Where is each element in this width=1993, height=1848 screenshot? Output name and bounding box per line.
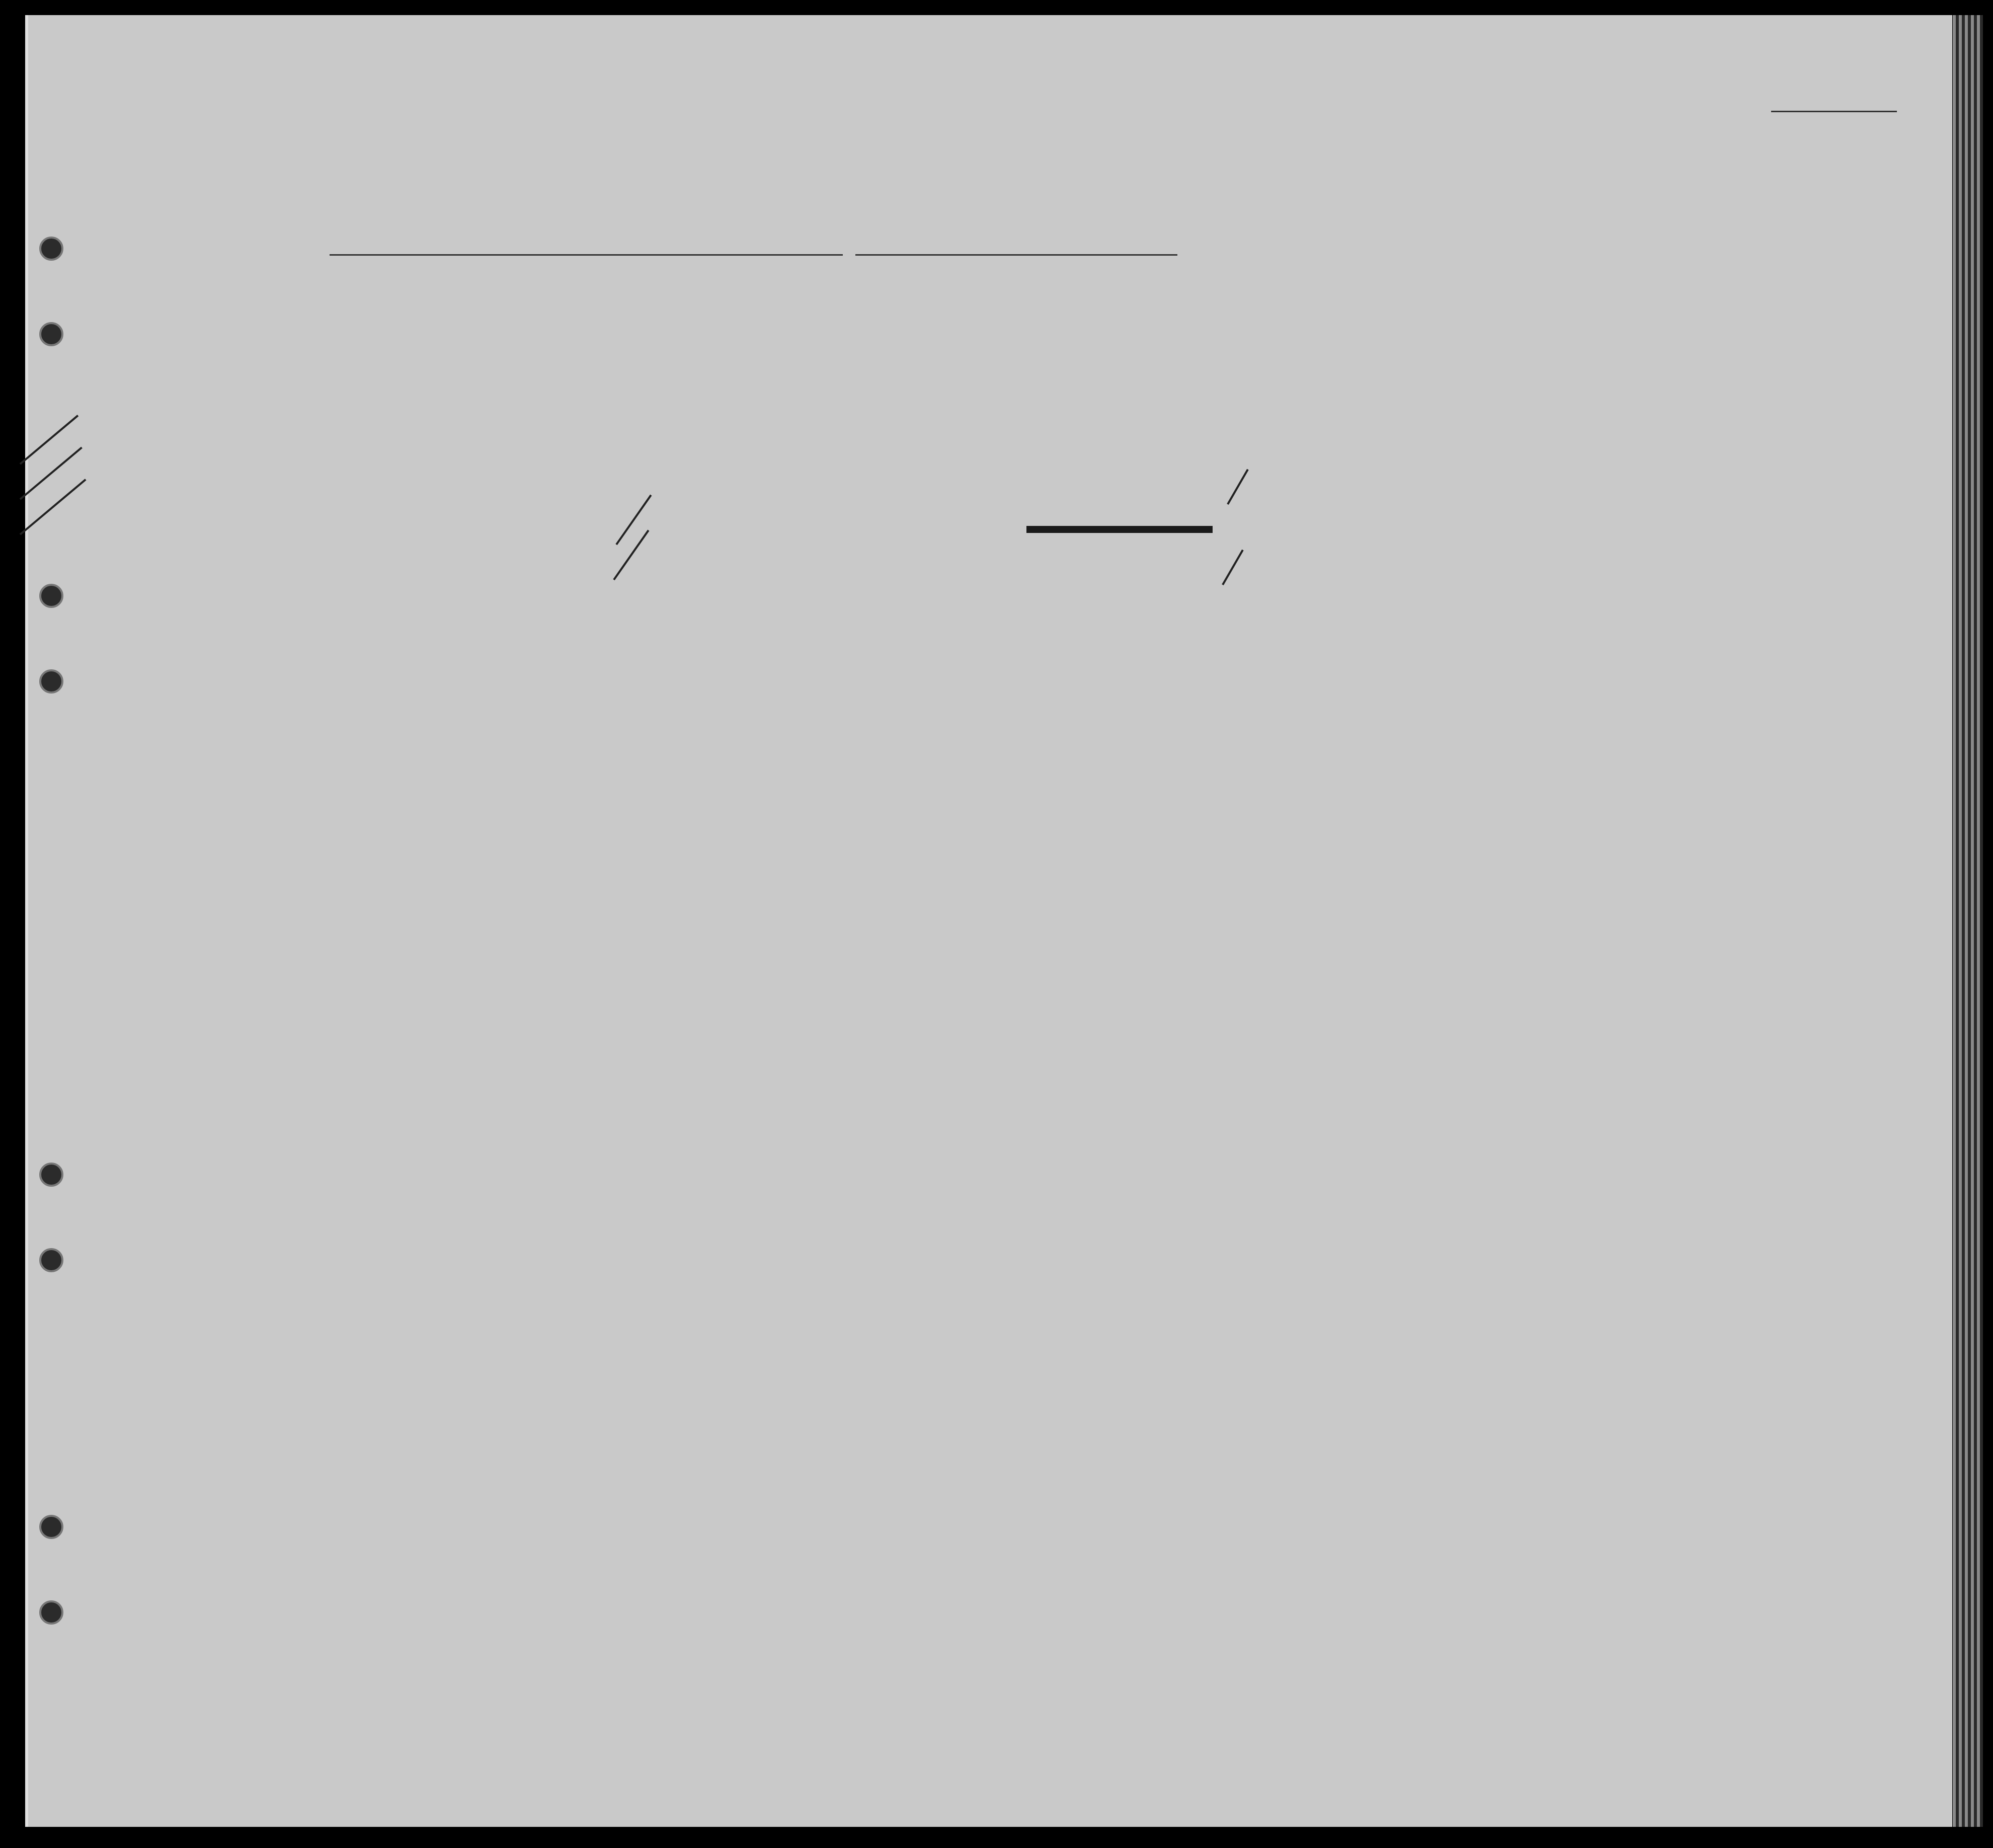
strike-through — [1026, 526, 1213, 533]
